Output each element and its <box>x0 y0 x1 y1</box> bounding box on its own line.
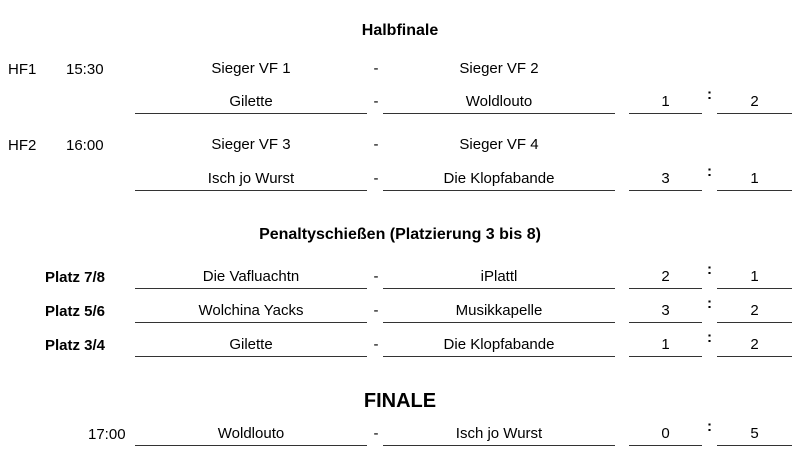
match-code: HF2 <box>8 137 37 154</box>
team1: Isch jo Wurst <box>135 168 367 191</box>
versus-dash: - <box>373 425 379 442</box>
versus-dash: - <box>373 93 379 110</box>
team2: iPlattl <box>383 266 615 289</box>
score2: 1 <box>717 266 792 289</box>
team1: Wolchina Yacks <box>135 300 367 323</box>
score1: 3 <box>629 168 702 191</box>
seed-team1: Sieger VF 1 <box>211 60 291 77</box>
score-colon: : <box>707 295 712 312</box>
match-time: 15:30 <box>66 61 104 78</box>
final-heading: FINALE <box>363 390 437 412</box>
team2: Musikkapelle <box>383 300 615 323</box>
versus-dash: - <box>373 136 379 153</box>
penalty-heading: Penaltyschießen (Platzierung 3 bis 8) <box>259 226 541 243</box>
versus-dash: - <box>373 336 379 353</box>
versus-dash: - <box>373 170 379 187</box>
score1: 2 <box>629 266 702 289</box>
score-colon: : <box>707 163 712 180</box>
match-time: 16:00 <box>66 137 104 154</box>
placement-label: Platz 5/6 <box>45 303 106 320</box>
seed-team2: Sieger VF 4 <box>459 136 539 153</box>
versus-dash: - <box>373 60 379 77</box>
versus-dash: - <box>373 268 379 285</box>
score2: 2 <box>717 91 792 114</box>
score2: 2 <box>717 334 792 357</box>
semifinal-heading: Halbfinale <box>361 22 439 39</box>
team2: Woldlouto <box>383 91 615 114</box>
score2: 2 <box>717 300 792 323</box>
match-time: 17:00 <box>88 426 126 443</box>
score-colon: : <box>707 86 712 103</box>
score1: 0 <box>629 423 702 446</box>
match-code: HF1 <box>8 61 37 78</box>
team1: Die Vafluachtn <box>135 266 367 289</box>
team1: Woldlouto <box>135 423 367 446</box>
score-colon: : <box>707 261 712 278</box>
score1: 1 <box>629 91 702 114</box>
score1: 3 <box>629 300 702 323</box>
score-colon: : <box>707 329 712 346</box>
seed-team1: Sieger VF 3 <box>211 136 291 153</box>
team2: Isch jo Wurst <box>383 423 615 446</box>
score2: 5 <box>717 423 792 446</box>
team1: Gilette <box>135 334 367 357</box>
placement-label: Platz 7/8 <box>45 269 106 286</box>
team1: Gilette <box>135 91 367 114</box>
team2: Die Klopfabande <box>383 334 615 357</box>
team2: Die Klopfabande <box>383 168 615 191</box>
placement-label: Platz 3/4 <box>45 337 106 354</box>
score1: 1 <box>629 334 702 357</box>
versus-dash: - <box>373 302 379 319</box>
score2: 1 <box>717 168 792 191</box>
score-colon: : <box>707 418 712 435</box>
seed-team2: Sieger VF 2 <box>459 60 539 77</box>
